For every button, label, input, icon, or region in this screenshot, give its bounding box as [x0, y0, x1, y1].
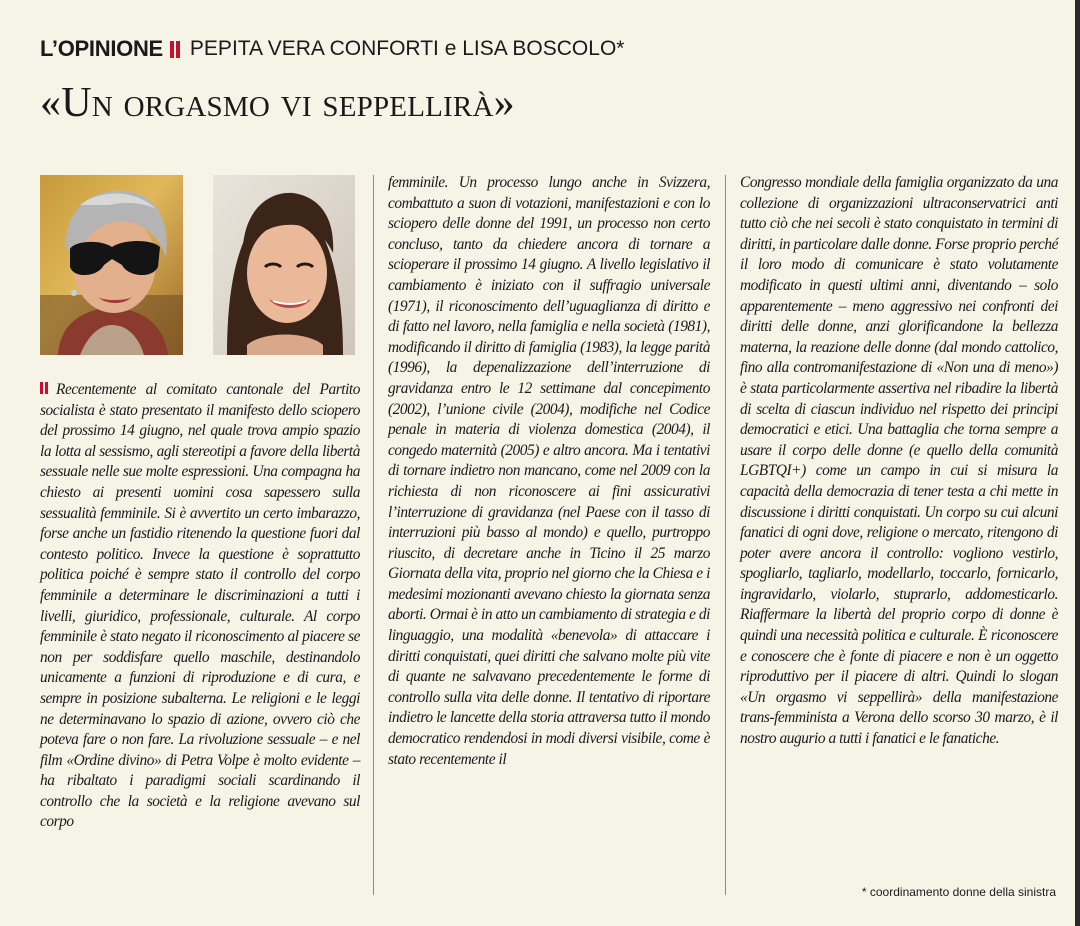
portrait-woman-smiling-icon	[213, 175, 355, 355]
red-bars-icon	[170, 41, 182, 58]
column-1-text: Recentemente al comitato cantonale del Partito socialista è stato presentato il manifesto dello sciopero del prossimo 14 giugno, nel quale trova ampio spazio la lotta al sessismo, agli stereotipi a favore della libertà sessuale nelle sue molte espressioni. Una compagna ha chiesto ai presenti uomini cosa sapessero sulla sessualità femminile. Si è avvertito un certo imbarazzo, forse anche un fastidio ritenendo la questione fuori dal contesto politico. Invece la questione è soprattutto politica poiché è sempre stato il controllo del corpo femminile a determinare le discriminazioni a tutti i livelli, giuridico, professionale, culturale. Al corpo femminile è stato negato il riconoscimento al piacere se non per soddisfare quello maschile, destinandolo unicamente a funzioni di riproduzione e di cura, e sempre in posizione subalterna. Le religioni e le leggi ne determinavano lo spazio di azione, ovvero ciò che poteva fare o non fare. La rivoluzione sessuale – e nel film «Ordine divino» di Petra Volpe è molto evidente – ha ribaltato i paradigmi sociali scardinando il controllo che la società e la religione avevano sul corpo	[40, 381, 360, 831]
headline-first-letter: U	[61, 80, 92, 126]
headline-open-quote: «	[40, 80, 62, 126]
headline	[40, 82, 515, 124]
section-name: L’OPINIONE	[40, 36, 163, 61]
column-2-text: femminile. Un processo lungo anche in Svizzera, combattuto a suon di votazioni, manifestazioni e con lo sciopero delle donne del 1991, un processo non certo concluso, tanto da chiedere ancora di tornare a scioperare il prossimo 14 giugno. A livello legislativo il cambiamento è iniziato con il suffragio universale (1971), il riconoscimento dell’uguaglianza di diritto e di fatto nel lavoro, nella famiglia e nella società (1981), modificando il diritto di famiglia (1983), la legge parità (1996), la depenalizzazione dell’interruzione di gravidanza entro le 12 settimane dal concepimento (2002), l’unione civile (2004), modifiche nel Codice penale in materia di violenza domestica (2004), il congedo maternità (2005) e altro ancora. Ma i tentativi di tornare indietro non mancano, come nel 2009 con la richiesta di non riconoscere ai fini assicurativi l’interruzione di gravidanza (nel Paese con il tasso di interruzioni più basso al mondo) e quello, purtroppo riuscito, di decretare anche in Ticino il 25 marzo Giornata della vita, proprio nel giorno che la Chiesa e i medesimi mozionanti avevano chiesto la giornata senza aborti. Ormai è in atto un cambiamento di strategia e di linguaggio, una modalità «benevola» di attaccare i diritti conquistati, quei diritti che salvano molte più vite di quante ne salvavano precedentemente le forme di controllo sulla vita delle donne. Il tentativo di riportare indietro le lancette della storia attraversa tutto il mondo democratico rendendosi in modi diversi visibile, come è stato recentemente il	[388, 174, 710, 768]
column-3	[740, 173, 1058, 750]
red-bars-icon	[40, 382, 50, 394]
column-rule	[373, 175, 374, 895]
portrait-woman-sunglasses-icon	[40, 175, 183, 355]
column-rule	[725, 175, 726, 895]
author-photo-2	[213, 175, 355, 355]
page-edge	[1075, 0, 1080, 926]
article-header	[40, 34, 624, 64]
column-1	[40, 380, 360, 833]
footnote: * coordinamento donne della sinistra	[861, 885, 1056, 899]
author-photo-1	[40, 175, 183, 355]
author-names: PEPITA VERA CONFORTI e LISA BOSCOLO*	[189, 37, 625, 60]
headline-close-quote: »	[493, 80, 515, 126]
column-3-text: Congresso mondiale della famiglia organizzato da una collezione di organizzazioni ultraconservatrici anti tutto ciò che nei secoli è stato conquistato in termini di diritti, in particolare dalle donne. Forse proprio perché il loro modo di comunicare è stato volutamente modificato in questi ultimi anni, diventando – solo apparentemente – meno aggressivo nei confronti dei diritti delle donne, anzi glorificandone la bellezza materna, la reazione delle donne (dal mondo cattolico, fino alla contromanifestazione di «Non una di meno») è stata particolarmente assertiva nel ribadire la libertà di scelta di ciascun individuo nel rispetto dei principi democratici e etici. Una battaglia che torna sempre a usare il corpo delle donne (e quello della comunità LGBTQI+) come un campo in cui si misura la capacità della democrazia di tener testa a chi mette in discussione i diritti conquistati. Un corpo su cui alcuni fanatici di ogni dove, religione o mercato, ritengono di poter avere ancora il controllo: vogliono vestirlo, spogliarlo, tagliarlo, modellarlo, toccarlo, fornicarlo, ingravidarlo, violarlo, stuprarlo, addomesticarlo. Riaffermare la libertà del proprio corpo di donne è quindi una necessità politica e culturale. È riconoscere e conoscere che è fonte di piacere e non è un oggetto riproduttivo per il piacere di altri. Quindi lo slogan «Un orgasmo vi seppellirà» della manifestazione trans-femminista a Verona dello scorso 30 marzo, è il nostro augurio a tutti i fanatici e le fanatiche.	[740, 174, 1058, 748]
column-2	[388, 173, 710, 770]
headline-text: n orgasmo vi seppellirà	[91, 80, 494, 126]
